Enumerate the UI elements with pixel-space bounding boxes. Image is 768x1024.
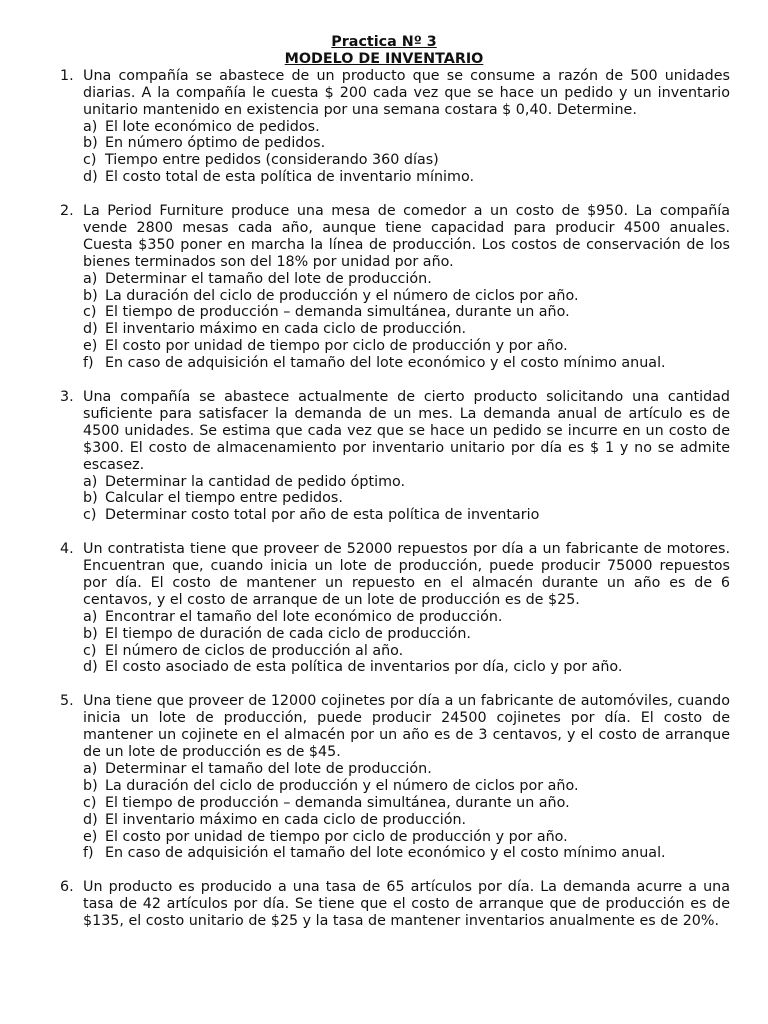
subquestion-list bbox=[83, 271, 730, 372]
subquestion-text: En caso de adquisición el tamaño del lote económico y el costo mínimo anual. bbox=[105, 355, 666, 372]
subquestion bbox=[83, 659, 730, 676]
subquestion bbox=[83, 304, 730, 321]
subquestion bbox=[83, 795, 730, 812]
subquestion-text: El tiempo de duración de cada ciclo de producción. bbox=[105, 625, 471, 642]
subquestion-letter: a) bbox=[83, 118, 98, 135]
subquestion-text: El costo total de esta política de inventario mínimo. bbox=[105, 169, 474, 186]
problem-number: 2. bbox=[60, 203, 74, 220]
subquestion-letter: b) bbox=[83, 490, 98, 507]
subquestion bbox=[83, 609, 730, 626]
problem-number: 5. bbox=[60, 693, 74, 710]
subquestion-letter: c) bbox=[83, 794, 97, 811]
subquestion-text: La duración del ciclo de producción y el número de ciclos por año. bbox=[105, 777, 579, 794]
subquestion-letter: f) bbox=[83, 355, 94, 372]
subquestion-text: Calcular el tiempo entre pedidos. bbox=[105, 490, 343, 507]
subquestion bbox=[83, 152, 730, 169]
subquestion-text: Determinar el tamaño del lote de producción. bbox=[105, 270, 432, 287]
subquestion-letter: e) bbox=[83, 828, 98, 845]
subquestion-letter: d) bbox=[83, 169, 98, 186]
subquestion-text: El lote económico de pedidos. bbox=[105, 118, 320, 135]
subquestion bbox=[83, 119, 730, 136]
subquestion-list bbox=[83, 119, 730, 187]
subquestion bbox=[83, 355, 730, 372]
subquestion-letter: a) bbox=[83, 608, 98, 625]
subquestion-letter: a) bbox=[83, 760, 98, 777]
subquestion-letter: b) bbox=[83, 777, 98, 794]
problem-statement: Una compañía se abastece actualmente de cierto producto solicitando una cantidad suficiente para satisfacer la demanda de un mes. La demanda anual de artículo es de 4500 unidades. Se estima que cada vez que se hace un pedido se incurre en un costo de $300. El costo de almacenamiento por inventario unitario por día es $ 1 y no se admite escasez. bbox=[83, 389, 730, 473]
subquestion-letter: c) bbox=[83, 152, 97, 169]
problem-statement: Una compañía se abastece de un producto que se consume a razón de 500 unidades diarias. A la compañía le cuesta $ 200 cada vez que se hace un pedido y un inventario unitario mantenido en existencia por una semana costara $ 0,40. Determine. bbox=[83, 67, 730, 118]
subquestion bbox=[83, 135, 730, 152]
problem-statement: Un producto es producido a una tasa de 65 artículos por día. La demanda acurre a una tasa de 42 artículos por día. Se tiene que el costo de arranque que de producción es de $135, el costo unitario de $25 y la tasa de mantener inventarios anualmente es de 20%. bbox=[83, 879, 730, 930]
subquestion-text: Encontrar el tamaño del lote económico de producción. bbox=[105, 608, 503, 625]
problem-item bbox=[0, 879, 768, 930]
subquestion-letter: b) bbox=[83, 135, 98, 152]
subquestion-text: El inventario máximo en cada ciclo de producción. bbox=[105, 321, 467, 338]
subquestion bbox=[83, 507, 730, 524]
problem-item bbox=[0, 389, 768, 524]
subquestion-letter: c) bbox=[83, 304, 97, 321]
subquestion-letter: a) bbox=[83, 473, 98, 490]
subquestion bbox=[83, 643, 730, 660]
problem-item bbox=[0, 693, 768, 862]
subquestion-text: El inventario máximo en cada ciclo de producción. bbox=[105, 811, 467, 828]
subquestion-text: La duración del ciclo de producción y el número de ciclos por año. bbox=[105, 287, 579, 304]
subquestion bbox=[83, 288, 730, 305]
subquestion-letter: c) bbox=[83, 642, 97, 659]
subquestion-letter: e) bbox=[83, 338, 98, 355]
subquestion bbox=[83, 490, 730, 507]
subquestion-text: El tiempo de producción – demanda simultánea, durante un año. bbox=[105, 304, 570, 321]
problem-item bbox=[0, 68, 768, 186]
problem-number: 1. bbox=[60, 67, 74, 84]
subquestion-text: Determinar el tamaño del lote de producción. bbox=[105, 760, 432, 777]
subquestion bbox=[83, 474, 730, 491]
problem-item bbox=[0, 203, 768, 372]
subquestion-text: El costo por unidad de tiempo por ciclo de producción y por año. bbox=[105, 828, 568, 845]
subquestion-text: El tiempo de producción – demanda simultánea, durante un año. bbox=[105, 794, 570, 811]
subquestion-text: En caso de adquisición el tamaño del lote económico y el costo mínimo anual. bbox=[105, 845, 666, 862]
problem-statement: Un contratista tiene que proveer de 52000 repuestos por día a un fabricante de motores. Encuentran que, cuando inicia un lote de producción, puede producir 75000 repuestos por día. El costo de mantener un repuesto en el almacén durante un año es de 6 centavos, y el costo de arranque de un lote de producción es de $25. bbox=[83, 541, 730, 608]
problem-list bbox=[0, 68, 768, 930]
subquestion-letter: c) bbox=[83, 507, 97, 524]
subquestion bbox=[83, 761, 730, 778]
subquestion-text: En número óptimo de pedidos. bbox=[105, 135, 326, 152]
subquestion-letter: f) bbox=[83, 845, 94, 862]
document-title: MODELO DE INVENTARIO bbox=[284, 50, 484, 67]
subquestion-letter: d) bbox=[83, 659, 98, 676]
problem-number: 4. bbox=[60, 541, 74, 558]
subquestion-list bbox=[83, 474, 730, 525]
problem-number: 6. bbox=[60, 879, 74, 896]
problem-item bbox=[0, 541, 768, 676]
subquestion-text: Tiempo entre pedidos (considerando 360 días) bbox=[105, 152, 439, 169]
subquestion bbox=[83, 626, 730, 643]
subquestion bbox=[83, 169, 730, 186]
subquestion-letter: d) bbox=[83, 811, 98, 828]
subquestion-letter: d) bbox=[83, 321, 98, 338]
problem-statement: Una tiene que proveer de 12000 cojinetes por día a un fabricante de automóviles, cuando inicia un lote de producción, puede producir 24500 cojinetes por día. El costo de mantener un cojinete en el almacén por un año es de 3 centavos, y el costo de arranque de un lote de producción es de $45. bbox=[83, 693, 730, 760]
subquestion-letter: b) bbox=[83, 625, 98, 642]
subquestion bbox=[83, 271, 730, 288]
subquestion-text: El costo por unidad de tiempo por ciclo de producción y por año. bbox=[105, 338, 568, 355]
subquestion bbox=[83, 321, 730, 338]
subquestion bbox=[83, 338, 730, 355]
subquestion-text: El número de ciclos de producción al año. bbox=[105, 642, 404, 659]
subquestion bbox=[83, 812, 730, 829]
subquestion bbox=[83, 845, 730, 862]
subquestion-text: Determinar la cantidad de pedido óptimo. bbox=[105, 473, 406, 490]
subquestion-letter: b) bbox=[83, 287, 98, 304]
subquestion-list bbox=[83, 609, 730, 677]
subquestion-list bbox=[83, 761, 730, 862]
practice-title: Practica Nº 3 bbox=[331, 34, 437, 50]
subquestion-text: Determinar costo total por año de esta política de inventario bbox=[105, 507, 540, 524]
problem-statement: La Period Furniture produce una mesa de comedor a un costo de $950. La compañía vende 2800 mesas cada año, aunque tiene capacidad para producir 4500 anuales. Cuesta $350 poner en marcha la línea de producción. Los costos de conservación de los bienes terminados son del 18% por unidad por año. bbox=[83, 203, 730, 270]
subquestion bbox=[83, 829, 730, 846]
subquestion-letter: a) bbox=[83, 270, 98, 287]
problem-number: 3. bbox=[60, 389, 74, 405]
subquestion-text: El costo asociado de esta política de inventarios por día, ciclo y por año. bbox=[105, 659, 623, 676]
subquestion bbox=[83, 778, 730, 795]
